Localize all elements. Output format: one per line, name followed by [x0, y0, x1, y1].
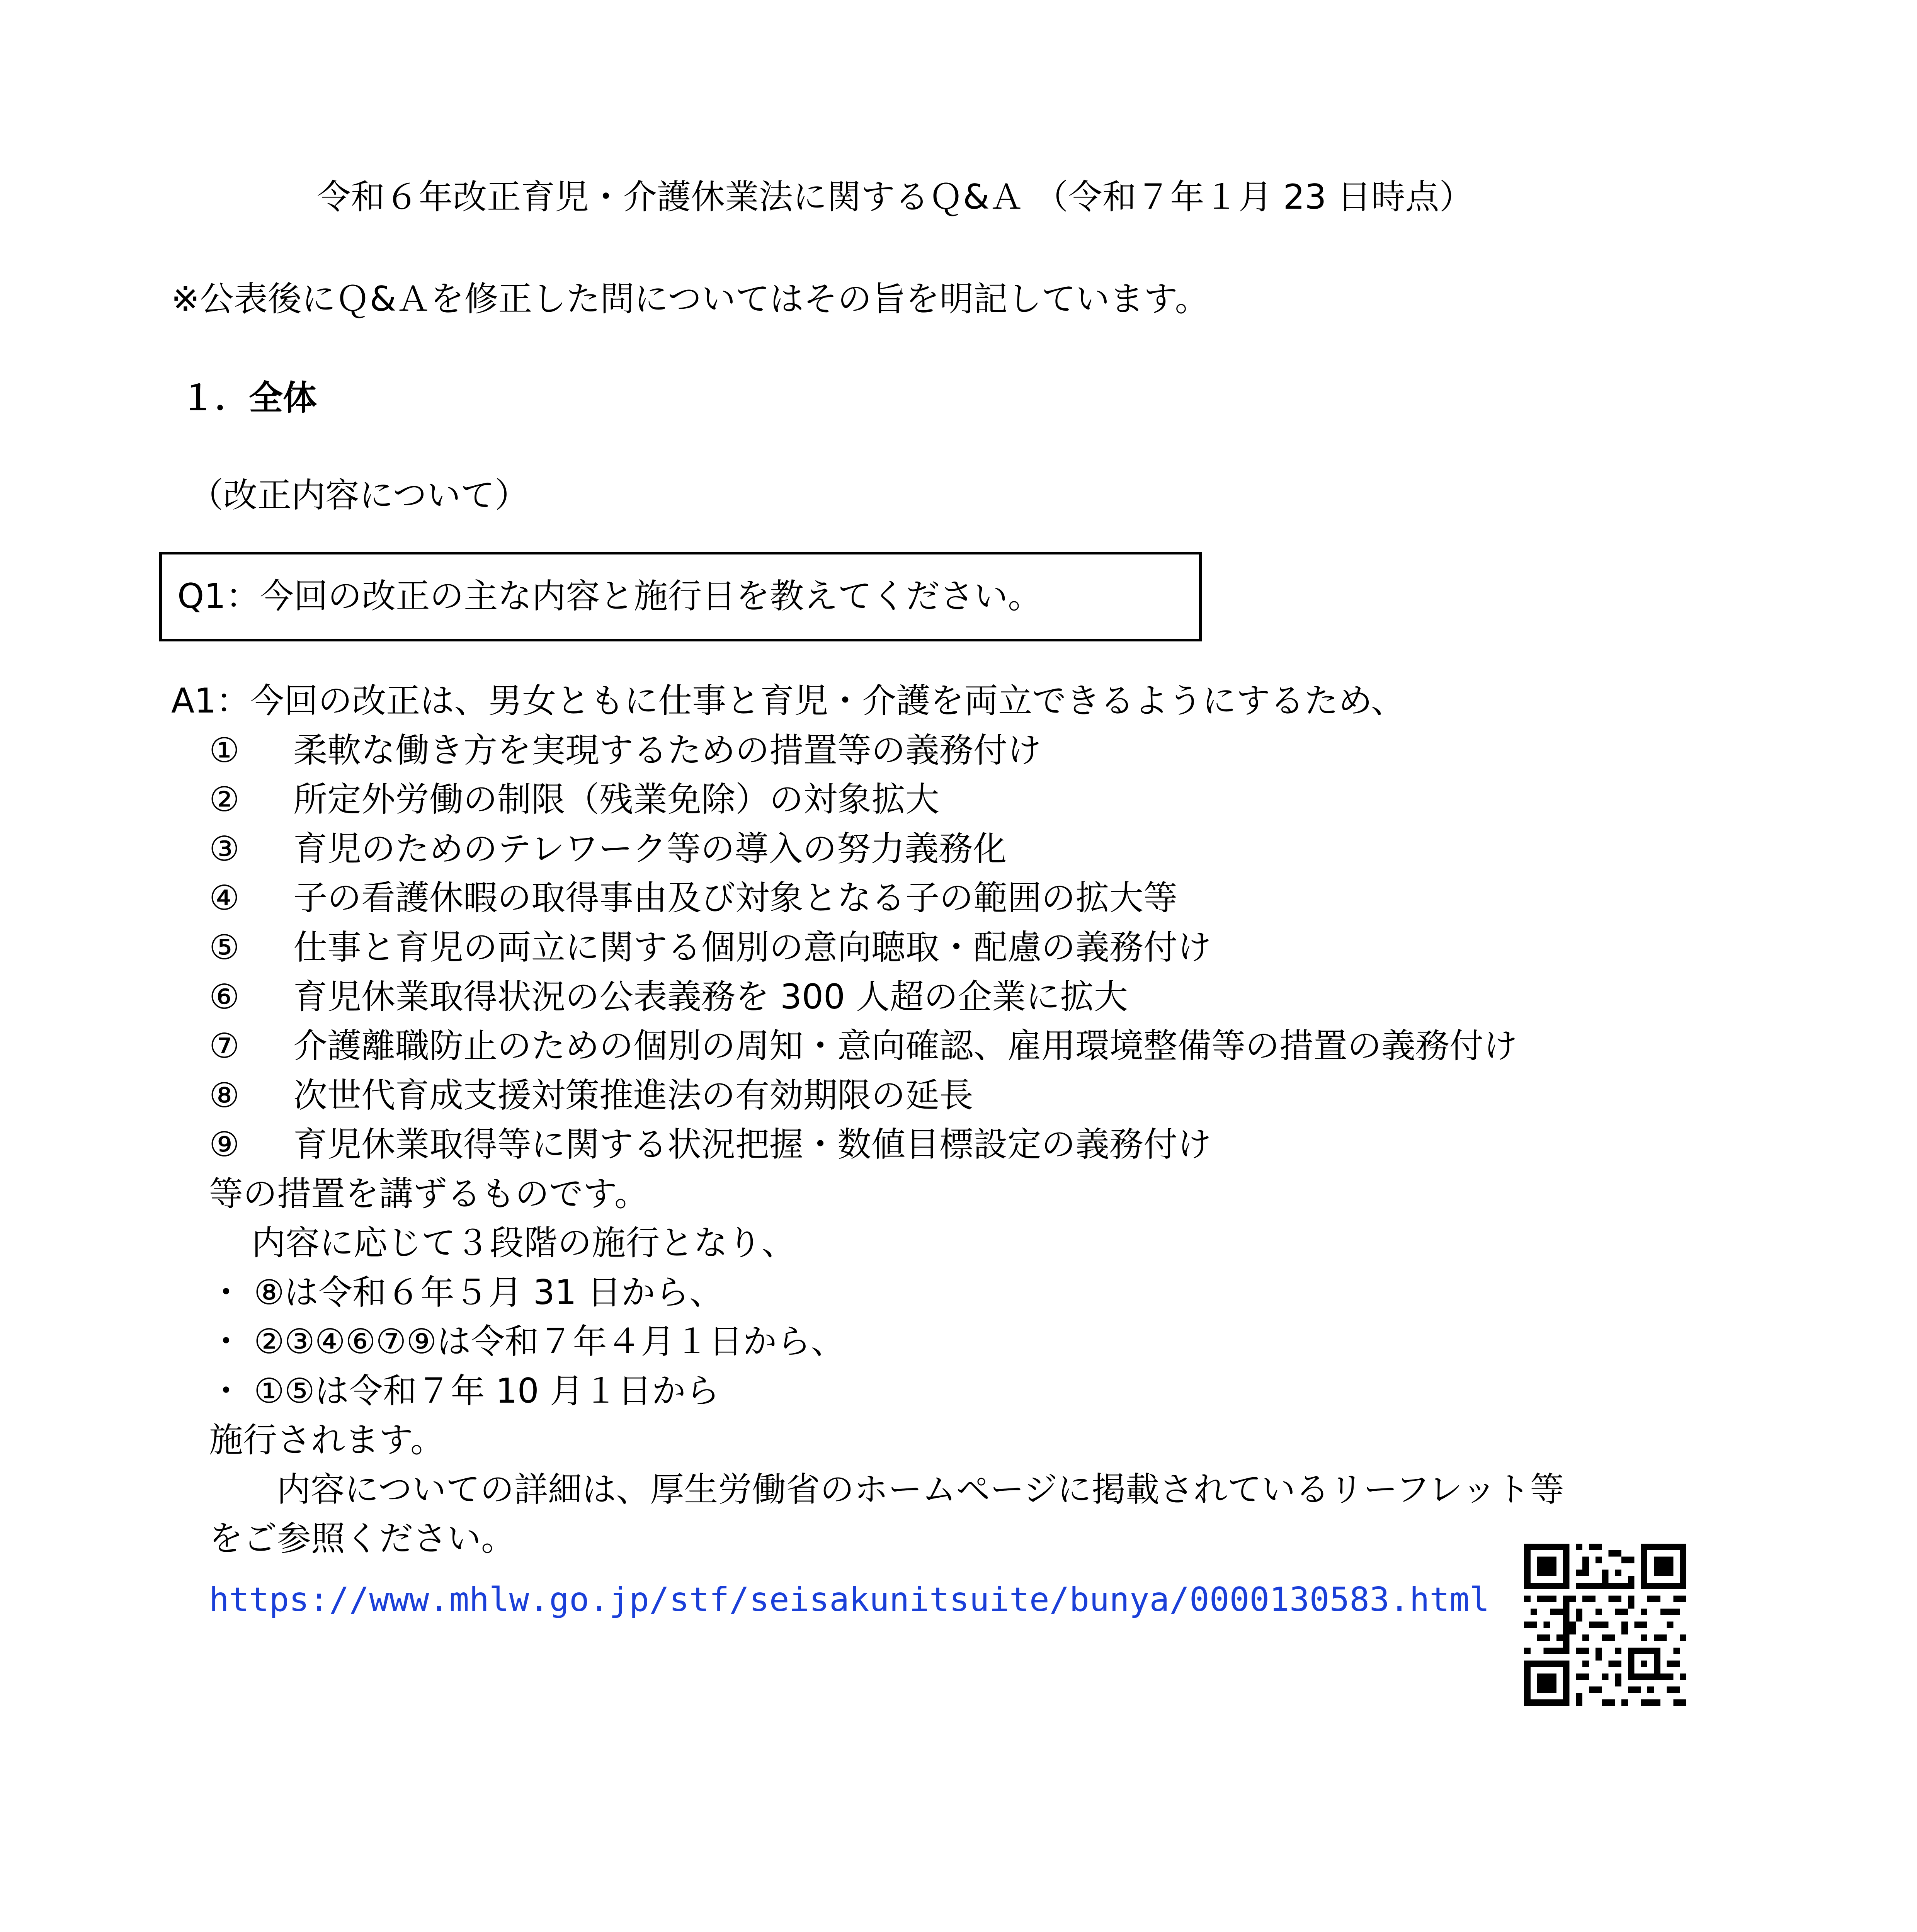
subsection-heading: （改正内容について）	[189, 475, 529, 515]
section-heading: １．全体	[181, 378, 317, 418]
question-box	[159, 552, 1202, 641]
item-marker: ②	[209, 779, 240, 819]
item-text: 育児休業取得状況の公表義務を 300 人超の企業に拡大	[293, 977, 1128, 1017]
detail-text-continued: をご参照ください。	[209, 1519, 515, 1558]
mhlw-link[interactable]: https://www.mhlw.go.jp/stf/seisakunitsuite/bunya/0000130583.html	[209, 1580, 1490, 1619]
document-title: 令和６年改正育児・介護休業法に関するＱ&Ａ （令和７年１月 23 日時点）	[317, 177, 1473, 217]
schedule-item: ・ ②③④⑥⑦⑨は令和７年４月１日から、	[209, 1321, 845, 1361]
revision-note: ※公表後にＱ&Ａを修正した問についてはその旨を明記しています。	[171, 279, 1209, 319]
item-marker: ⑥	[209, 977, 240, 1017]
answer-intro: A1：今回の改正は、男女ともに仕事と育児・介護を両立できるようにするため、	[171, 681, 1405, 721]
item-marker: ⑧	[209, 1075, 240, 1115]
detail-text: 内容についての詳細は、厚生労働省のホームページに掲載されているリーフレット等	[277, 1469, 1564, 1509]
item-text: 子の看護休暇の取得事由及び対象となる子の範囲の拡大等	[293, 878, 1178, 918]
item-marker: ①	[209, 730, 240, 770]
item-text: 仕事と育児の両立に関する個別の意向聴取・配慮の義務付け	[293, 927, 1212, 967]
item-text: 介護離職防止のための個別の周知・意向確認、雇用環境整備等の措置の義務付け	[293, 1026, 1518, 1066]
answer-closing: 等の措置を講ずるものです。	[209, 1174, 648, 1214]
schedule-item: ・ ①⑤は令和７年 10 月１日から	[209, 1371, 720, 1411]
qr-code-icon	[1524, 1544, 1686, 1706]
item-marker: ⑤	[209, 927, 240, 967]
item-text: 柔軟な働き方を実現するための措置等の義務付け	[293, 730, 1042, 770]
schedule-closing: 施行されます。	[209, 1420, 444, 1460]
schedule-item: ・ ⑧は令和６年５月 31 日から、	[209, 1272, 723, 1312]
item-text: 次世代育成支援対策推進法の有効期限の延長	[293, 1075, 974, 1115]
item-marker: ⑦	[209, 1026, 240, 1066]
item-marker: ③	[209, 829, 240, 869]
schedule-intro: 内容に応じて３段階の施行となり、	[252, 1223, 796, 1263]
item-marker: ⑨	[209, 1124, 240, 1164]
item-text: 所定外労働の制限（残業免除）の対象拡大	[293, 779, 940, 819]
item-marker: ④	[209, 878, 240, 918]
item-text: 育児休業取得等に関する状況把握・数値目標設定の義務付け	[293, 1124, 1212, 1164]
item-text: 育児のためのテレワーク等の導入の努力義務化	[293, 829, 1007, 869]
question-text: Q1：今回の改正の主な内容と施行日を教えてください。	[177, 576, 1042, 616]
